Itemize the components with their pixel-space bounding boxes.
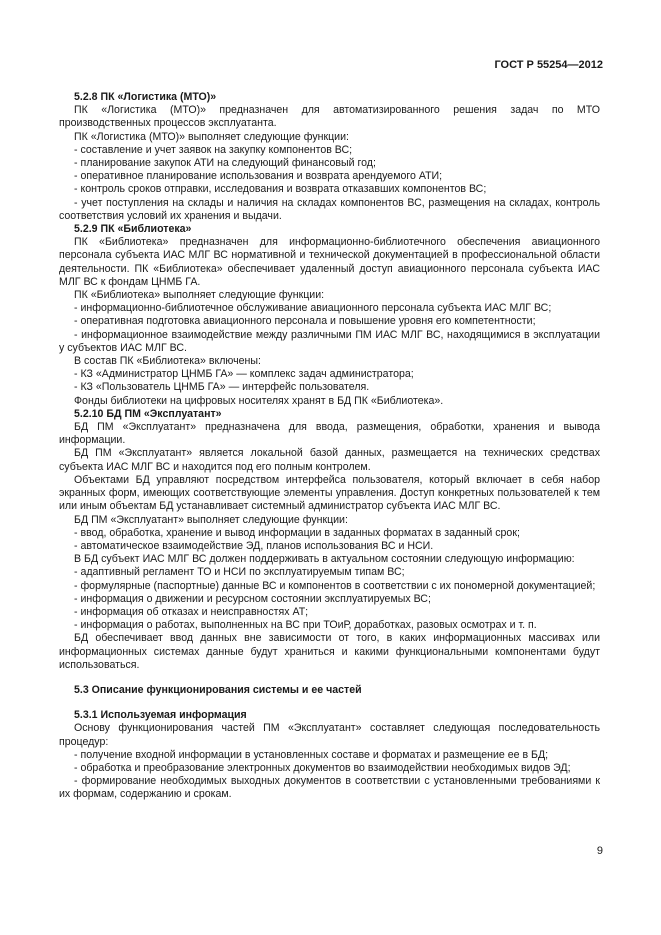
paragraph: Объектами БД управляют посредством интерфейса пользователя, который включает в себя набор экранных форм, имеющих соответствующие элементы управления. Доступ конкретных пользователей к тем или иным объектам БД устанавливает системный администратор субъекта ИАС МЛГ ВС. — [59, 473, 600, 513]
list-item: - составление и учет заявок на закупку компонентов ВС; — [74, 143, 353, 156]
list-item: - формирование необходимых выходных документов в соответствии с установленными требованиями к их формам, содержанию и срокам. — [59, 775, 600, 801]
paragraph: ПК «Логистика (МТО)» предназначен для автоматизированного решения задач по МТО производственных процессов эксплуатанта. — [59, 104, 600, 130]
section-heading-5-2-10: 5.2.10 БД ПМ «Эксплуатант» — [74, 407, 222, 420]
paragraph: БД обеспечивает ввод данных вне зависимости от того, в каких информационных массивах или информационных системах данные будут храниться и какими функциональными компонентами будут использоваться. — [59, 632, 600, 671]
list-item: - оперативная подготовка авиационного персонала и повышение уровня его компетентности; — [74, 315, 536, 328]
paragraph: Основу функционирования частей ПМ «Эксплуатант» составляет следующая последовательность процедур: — [59, 722, 600, 748]
paragraph: БД ПМ «Эксплуатант» предназначена для ввода, размещения, обработки, хранения и вывода информации. — [59, 421, 600, 447]
list-item: - оперативное планирование использования и возврата арендуемого АТИ; — [74, 170, 443, 183]
document-code: ГОСТ Р 55254—2012 — [494, 59, 603, 71]
paragraph: ПК «Логистика (МТО)» выполняет следующие функции: — [74, 130, 349, 143]
list-item: - информация об отказах и неисправностях АТ; — [74, 605, 309, 618]
list-item: - обработка и преобразование электронных документов во взаимодействии необходимых видов ЭД; — [74, 761, 571, 774]
paragraph: ПК «Библиотека» выполняет следующие функции: — [74, 289, 325, 302]
section-heading-5-2-9: 5.2.9 ПК «Библиотека» — [74, 223, 192, 236]
paragraph: Фонды библиотеки на цифровых носителях хранят в БД ПК «Библиотека». — [74, 394, 444, 407]
section-heading-5-2-8: 5.2.8 ПК «Логистика (МТО)» — [74, 91, 217, 103]
list-item: - контроль сроков отправки, исследования и возврата отказавших компонентов ВС; — [74, 183, 487, 196]
list-item: - формулярные (паспортные) данные ВС и компонентов в соответствии с их пономерной документацией; — [74, 579, 596, 592]
list-item: - информация о движении и ресурсном состоянии эксплуатируемых ВС; — [74, 592, 431, 605]
list-item: - КЗ «Администратор ЦНМБ ГА» — комплекс задач администратора; — [74, 368, 414, 381]
list-item: - получение входной информации в установленных составе и форматах и размещение ее в БД; — [74, 748, 549, 761]
list-item: - информационно-библиотечное обслуживание авиационного персонала субъекта ИАС МЛГ ВС; — [74, 302, 552, 315]
list-item: - информация о работах, выполненных на ВС при ТОиР, доработках, разовых осмотрах и т. п. — [74, 619, 537, 632]
page-number: 9 — [596, 845, 603, 857]
document-body — [59, 91, 600, 802]
paragraph: БД ПМ «Эксплуатант» выполняет следующие функции: — [74, 513, 348, 526]
list-item: - адаптивный регламент ТО и НСИ по эксплуатируемым типам ВС; — [74, 566, 405, 579]
list-item: - планирование закупок АТИ на следующий финансовый год; — [74, 157, 376, 170]
list-item: - информационное взаимодействие между различными ПМ ИАС МЛГ ВС, находящимися в эксплуатации у субъектов ИАС МЛГ ВС. — [59, 328, 600, 354]
paragraph: БД ПМ «Эксплуатант» является локальной базой данных, размещается на технических средствах субъекта ИАС МЛГ ВС и находится под его полным контролем. — [59, 447, 600, 473]
list-item: - учет поступления на склады и наличия на складах компонентов ВС, размещения на складах, контроль соответствия условий их хранения и выдачи. — [59, 196, 600, 222]
section-heading-5-3-1: 5.3.1 Используемая информация — [74, 709, 247, 722]
paragraph: В БД субъект ИАС МЛГ ВС должен поддерживать в актуальном состоянии следующую информацию: — [74, 553, 575, 566]
section-heading-5-3: 5.3 Описание функционирования системы и ее частей — [74, 683, 362, 696]
list-item: - КЗ «Пользователь ЦНМБ ГА» — интерфейс пользователя. — [74, 381, 370, 394]
list-item: - автоматическое взаимодействие ЭД, планов использования ВС и НСИ. — [74, 539, 434, 552]
paragraph: В состав ПК «Библиотека» включены: — [74, 355, 261, 368]
paragraph: ПК «Библиотека» предназначен для информационно-библиотечного обеспечения авиационного персонала субъекта ИАС МЛГ ВС нормативной и технической документацией в профессиональной области деятельности. ПК «Библиотека» обеспечивает удаленный доступ авиационного персонала субъекта ИАС МЛГ ВС к фондам ЦНМБ ГА. — [59, 236, 600, 288]
list-item: - ввод, обработка, хранение и вывод информации в заданных форматах в заданный срок; — [74, 526, 520, 539]
